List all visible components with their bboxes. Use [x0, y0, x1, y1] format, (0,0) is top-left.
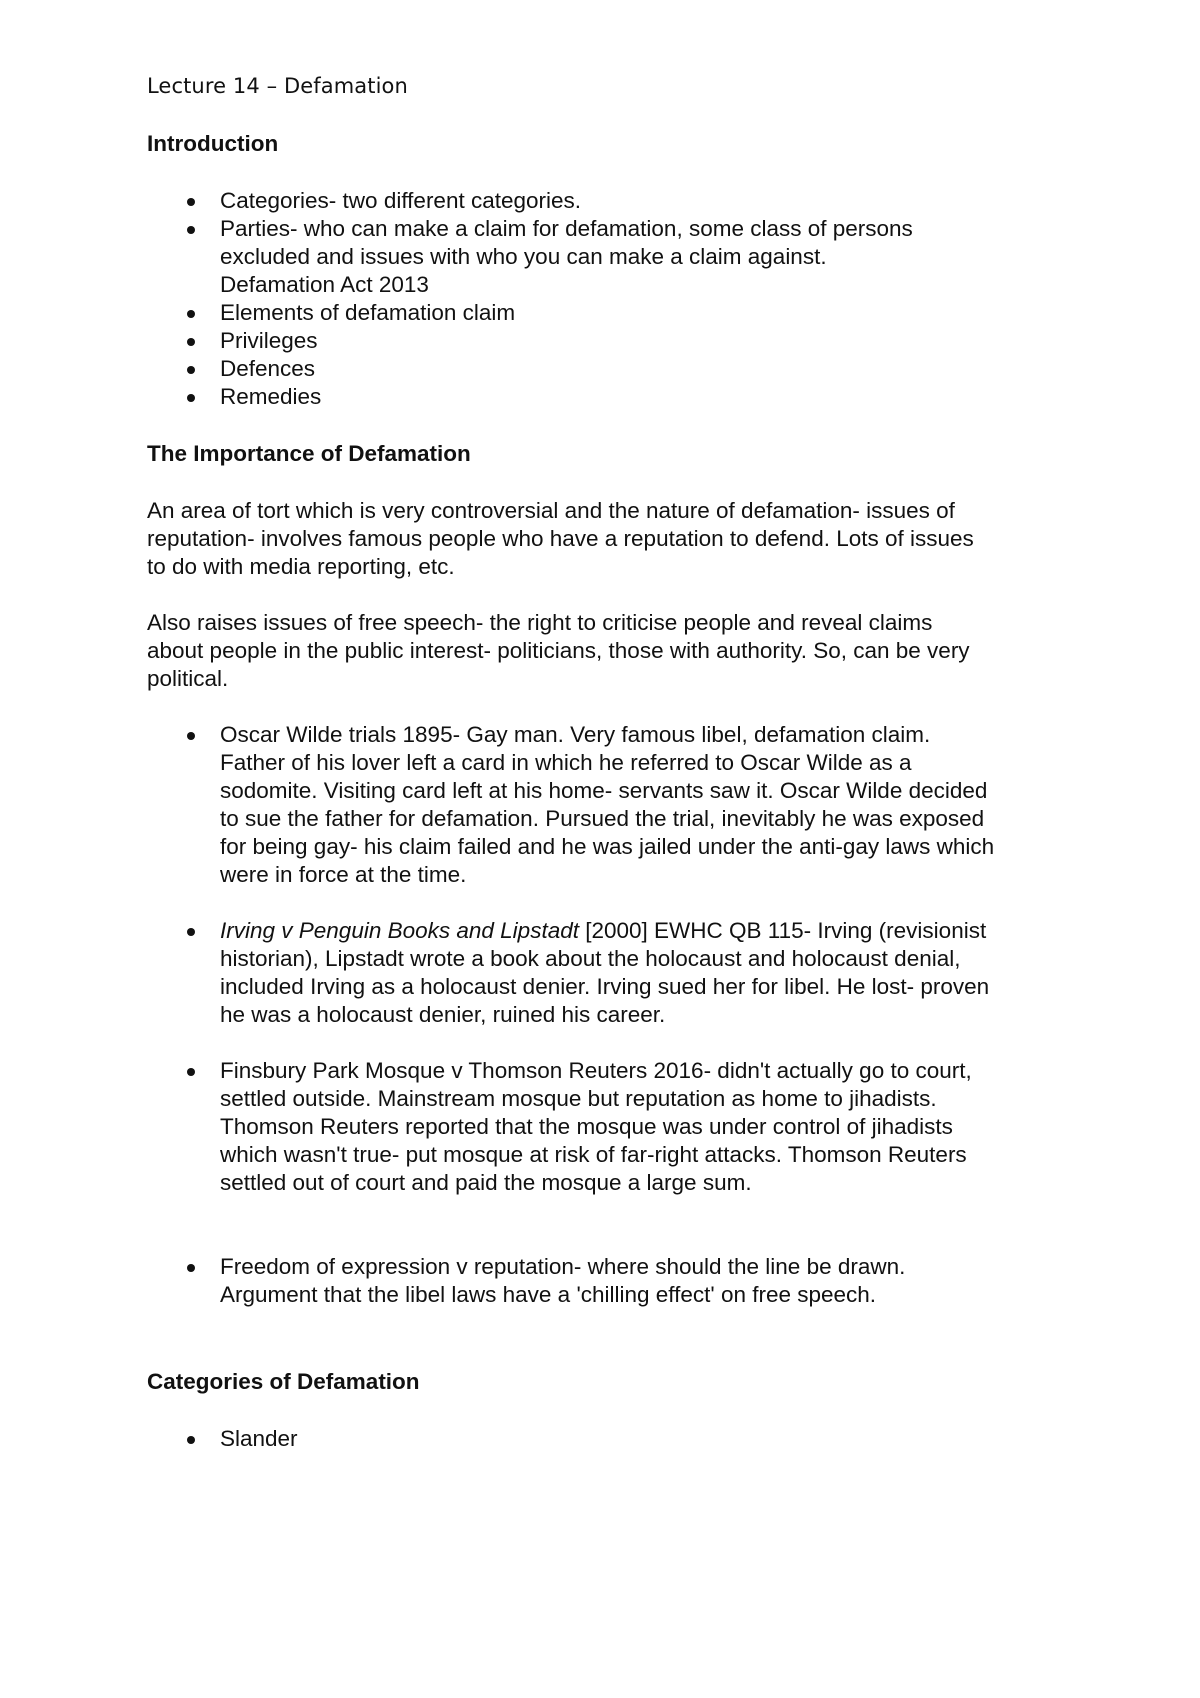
bullet-icon — [187, 198, 195, 206]
list-item — [147, 1253, 1077, 1309]
bullet-icon — [187, 732, 195, 740]
list-item-text: Remedies — [220, 384, 322, 409]
paragraph — [147, 609, 1077, 693]
list-item-text: settled outside. Mainstream mosque but reputation as home to jihadists. — [220, 1086, 937, 1111]
list-item-text: he was a holocaust denier, ruined his career. — [220, 1002, 666, 1027]
list-item — [147, 327, 1077, 355]
list-item — [147, 1057, 1077, 1197]
bullet-icon — [187, 1264, 195, 1272]
list-item-text: Oscar Wilde trials 1895- Gay man. Very famous libel, defamation claim. — [220, 722, 931, 747]
list-item — [147, 721, 1077, 889]
bullet-icon — [187, 1068, 195, 1076]
list-item-text: excluded and issues with who you can make a claim against. — [220, 244, 827, 269]
paragraph-line: to do with media reporting, etc. — [147, 554, 455, 579]
list-item — [147, 1425, 1077, 1453]
list-item-text: Thomson Reuters reported that the mosque was under control of jihadists — [220, 1114, 953, 1139]
list-item-text: which wasn't true- put mosque at risk of far-right attacks. Thomson Reuters — [220, 1142, 967, 1167]
case-name: Irving v Penguin Books and Lipstadt — [220, 918, 579, 943]
paragraph-line: Also raises issues of free speech- the right to criticise people and reveal claims — [147, 610, 933, 635]
paragraph-line: about people in the public interest- politicians, those with authority. So, can be very — [147, 638, 970, 663]
list-item-text: included Irving as a holocaust denier. Irving sued her for libel. He lost- proven — [220, 974, 990, 999]
list-item-text: Parties- who can make a claim for defamation, some class of persons — [220, 216, 913, 241]
bullet-icon — [187, 928, 195, 936]
importance-heading: The Importance of Defamation — [147, 441, 471, 466]
list-item-text: Finsbury Park Mosque v Thomson Reuters 2016- didn't actually go to court, — [220, 1058, 972, 1083]
document-body — [147, 72, 1077, 1482]
list-item-text — [220, 917, 1077, 945]
list-item-text: to sue the father for defamation. Pursued the trial, inevitably he was exposed — [220, 806, 985, 831]
paragraph-line: An area of tort which is very controversial and the nature of defamation- issues of — [147, 498, 955, 523]
lecture-title: Lecture 14 – Defamation — [147, 74, 408, 98]
introduction-list — [147, 187, 1077, 411]
list-item — [147, 187, 1077, 215]
bullet-icon — [187, 226, 195, 234]
paragraph — [147, 497, 1077, 581]
list-item — [147, 355, 1077, 383]
categories-heading: Categories of Defamation — [147, 1369, 420, 1394]
bullet-icon — [187, 366, 195, 374]
list-item-text: for being gay- his claim failed and he was jailed under the anti-gay laws which — [220, 834, 995, 859]
list-item-text: historian), Lipstadt wrote a book about the holocaust and holocaust denial, — [220, 946, 961, 971]
list-item-text: Slander — [220, 1426, 298, 1451]
list-item-text: Categories- two different categories. — [220, 188, 582, 213]
list-item — [147, 383, 1077, 411]
list-item-text: Argument that the libel laws have a 'chilling effect' on free speech. — [220, 1282, 877, 1307]
list-item — [147, 299, 1077, 327]
list-item-text: Defamation Act 2013 — [220, 272, 429, 297]
list-item-text: Elements of defamation claim — [220, 300, 516, 325]
examples-list — [147, 721, 1077, 1309]
list-item — [147, 215, 1077, 299]
bullet-icon — [187, 1436, 195, 1444]
paragraph-line: reputation- involves famous people who have a reputation to defend. Lots of issues — [147, 526, 974, 551]
list-item-text: Father of his lover left a card in which he referred to Oscar Wilde as a — [220, 750, 912, 775]
categories-list — [147, 1425, 1077, 1453]
bullet-icon — [187, 394, 195, 402]
list-item-text: settled out of court and paid the mosque a large sum. — [220, 1170, 752, 1195]
list-item-text: were in force at the time. — [220, 862, 467, 887]
spacer — [147, 1338, 1077, 1368]
list-item — [147, 917, 1077, 1029]
list-item-text: sodomite. Visiting card left at his home- servants saw it. Oscar Wilde decided — [220, 778, 988, 803]
introduction-heading: Introduction — [147, 131, 279, 156]
list-item-text: Privileges — [220, 328, 318, 353]
case-citation: [2000] EWHC QB 115- Irving (revisionist — [578, 918, 987, 943]
bullet-icon — [187, 310, 195, 318]
list-item-text: Defences — [220, 356, 316, 381]
bullet-icon — [187, 338, 195, 346]
paragraph-line: political. — [147, 666, 229, 691]
list-item-text: Freedom of expression v reputation- where should the line be drawn. — [220, 1254, 906, 1279]
